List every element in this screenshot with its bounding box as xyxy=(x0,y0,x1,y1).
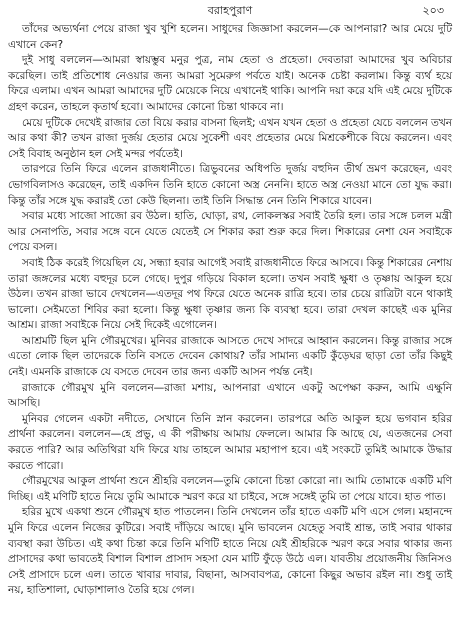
paragraph: তাঁদের অভ্যর্থনা পেয়ে রাজা খুব খুশি হলেন। সাধুদের জিজ্ঞাসা করলেন—কে আপনারা? আর মেয়ে দুটি এখানে কেন? xyxy=(8,23,452,51)
paragraph: মুনিবর গেলেন একটা নদীতে, সেখানে তিনি স্নান করলেন। তারপরে অতি আকুল হয়ে ভগবান হরির প্রার্থনা করলেন। বললেন—হে প্রভু, এ কী পরীক্ষায় আমায় ফেললে। আমার কি আছে যে, এতজনের সেবা করতে পারি? আর অতিথিরা যদি ফিরে যায় তাহলে আমার মহাপাপ হবে। এই সংকটে তুমিই আমাকে উদ্ধার করতে পারো। xyxy=(8,412,452,472)
paragraph: সবার মধ্যে সাজো সাজো রব উঠল। হাতি, ঘোড়া, রথ, লোকলস্কর সবাই তৈরি হল। তার সঙ্গে চলল মন্ত্রী আর সেনাপতি, সবার সঙ্গে বনে যেতে যেতেই সে শিকার করা শুরু করে দিল। শিকারের নেশা যেন সবাইকে পেয়ে বসল। xyxy=(8,210,452,254)
paragraph: সবাই ঠিক করেই গিয়েছিল যে, সন্ধ্যা হবার আগেই সবাই রাজধানীতে ফিরে আসবে। কিন্তু শিকারের নেশায় তারা জঙ্গলের মধ্যে বহুদূর চলে গেছে। দুপুর গড়িয়ে বিকাল হলো। তখন সবাই ক্ষুধা ও তৃষ্ণায় আকুল হয়ে উঠল। তখন রাজা ভাবে দেখলেন—এতদূর পথ ফিরে যেতে অনেক রাত্রি হবে। তার চেয়ে রাত্রিটা বনে থাকাই ভালো। সেইমতো শিবির করা হলো। কিন্তু ক্ষুধা তৃষ্ণার জন্য কি ব্যবস্থা হবে। তারা দেখল কাছেই এক মুনির আশ্রম। রাজা সবাইকে নিয়ে সেই দিকেই এগোলেন। xyxy=(8,256,452,332)
paragraph: দুই সাধু বললেন—আমরা স্বায়ম্ভুব মনুর পুত্র, নাম হেতা ও প্রহেতা। দেবতারা আমাদের খুব অবিচার করেছিল। তাই প্রতিশোধ নেওয়ার জন্য আমরা সুমেরুগ পর্বতে যাই। অনেক চেষ্টা করলাম। কিন্তু ব্যর্থ হয়ে ফিরে এলাম। এখন আমরা আমাদের দুটি মেয়েকে নিয়ে এখানেই থাকি। আপনি দয়া করে যদি এই মেয়ে দুটিকে গ্রহণ করেন, তাহলে কৃতার্থ হবো। আমাদের কোনো চিন্তা থাকবে না। xyxy=(8,54,452,113)
paragraph: রাজাকে গৌরমুখ মুনি বললেন—রাজা মশায়, আপনারা এখানে একটু অপেক্ষা করুন, আমি এক্ষুনি আসছি। xyxy=(8,381,452,410)
paragraph: তারপরে তিনি ফিরে এলেন রাজধানীতে। ত্রিভুবনের অধিপতি দুর্জয় বহুদিন তীর্থ ভ্রমণ করেছেন, এবং ভোগবিলাসও করেছেন, তাই একদিন তিনি হাতে কোনো অস্ত্র নেননি। হাতে অস্ত্র নেওয়া মানে তো যুদ্ধ করা। কিন্তু তাঁর সঙ্গে যুদ্ধ করারই তো কেউ ছিলনা। তাই তিনি সিদ্ধান্ত নেন তিনি শিকারে যাবেন। xyxy=(8,163,452,207)
body-text xyxy=(8,22,452,599)
page-number: ২০৩ xyxy=(422,4,444,17)
running-title: বরাহপুরাণ xyxy=(207,4,253,17)
paragraph: মেয়ে দুটিকে দেখেই রাজার তো বিয়ে করার বাসনা ছিলই; এখন যখন হেতা ও প্রহেতা যেচে বললেন তখন আর কথা কী? তখন রাজা দুর্জয় হেতার মেয়ে সুকেশী এবং প্রহেতার মেয়ে মিশ্রকেশীকে বিয়ে করলেন। এবং সেই বিবাহ অনুষ্ঠান হল সেই মন্দর পর্বতেই। xyxy=(8,116,452,160)
page-header xyxy=(8,4,452,18)
paragraph: হরির মুখে একথা শুনে গৌরমুখ হাত পাতলেন। তিনি দেখলেন তাঁর হাতে একটি মণি এসে গেল। মহানন্দে মুনি ফিরে এলেন নিজের কুটিরে। সবাই দাঁড়িয়ে আছে। মুনি ভাবলেন যেহেতু সবাই শ্রান্ত, তাই সবার থাকার ব্যবস্থা করা উচিত। এই কথা চিন্তা করে তিনি মণিটি হাতে নিয়ে যেই শ্রীহরিকে স্মরণ করে সবার থাকার জন্য প্রাসাদের কথা ভাবতেই বিশাল বিশাল প্রাসাদ সহসা যেন মাটি ফুঁড়ে উঠে এল। যাবতীয় প্রয়োজনীয় জিনিসও সেই প্রাসাদে চলে এল। তাতে খাবার দাবার, বিছানা, আসবাবপত্র, কোনো কিছুর অভাব রইল না। শুধু তাই নয়, হাতিশালা, ঘোড়াশালাও তৈরি হয়ে গেল। xyxy=(8,506,452,597)
paragraph: আশ্রমটি ছিল মুনি গৌরমুখের। মুনিবর রাজাকে আসতে দেখে সাদরে আহ্বান করলেন। কিন্তু রাজার সঙ্গে এতো লোক ছিল তাদেরকে তিনি বসতে দেবেন কোথায়? তাঁর সামান্য একটি কুঁড়েঘর ছাড়া তো তাঁর কিছুই নেই। এমনকি রাজাকে যে বসতে দেবেন তার জন্য একটি আসন পর্যন্ত নেই। xyxy=(8,334,452,379)
paragraph: গৌরমুখের আকুল প্রার্থনা শুনে শ্রীহরি বললেন—তুমি কোনো চিন্তা কোরো না। আমি তোমাকে একটি মণি দিচ্ছি। এই মণিটি হাতে নিয়ে তুমি আমাকে স্মরণ করে যা চাইবে, সঙ্গে সঙ্গেই তুমি তা পেয়ে যাবে। হাত পাত। xyxy=(8,475,452,503)
